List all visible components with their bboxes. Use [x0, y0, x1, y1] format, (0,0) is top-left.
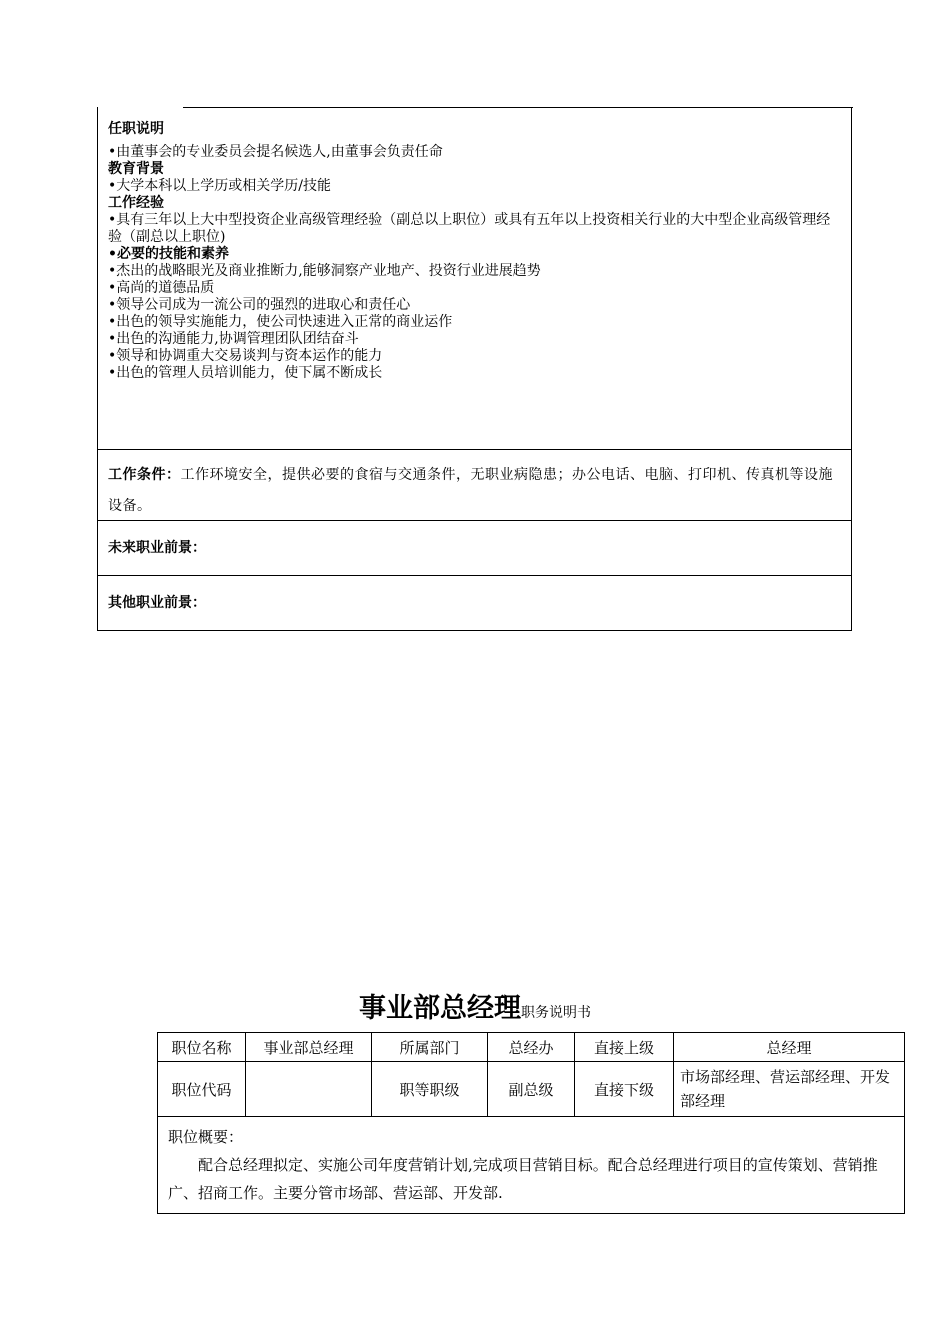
doc-title-main: 事业部总经理 [359, 993, 521, 1024]
skill-item: •出色的沟通能力,协调管理团队团结奋斗 [108, 331, 359, 347]
skill-item: •高尚的道德品质 [108, 280, 215, 296]
cell-summary [158, 1117, 905, 1214]
cell-grade: 副总级 [488, 1062, 575, 1117]
cell-subordinates: 市场部经理、营运部经理、开发部经理 [674, 1062, 905, 1117]
skills-title: •必要的技能和素养 [108, 246, 229, 262]
job-info-table [157, 1032, 905, 1214]
cell-position-name: 事业部总经理 [246, 1033, 372, 1062]
appointment-text: •由董事会的专业委员会提名候选人,由董事会负责任命 [108, 144, 443, 160]
requirements-title: 任职说明 [108, 121, 164, 137]
skill-item: •杰出的战略眼光及商业推断力,能够洞察产业地产、投资行业进展趋势 [108, 263, 541, 279]
table-row [158, 1033, 905, 1062]
work-conditions-label: 工作条件： [108, 467, 181, 483]
doc-title [0, 986, 950, 1025]
experience-text: •具有三年以上大中型投资企业高级管理经验（副总以上职位）或具有五年以上投资相关行业的大中型企业高级管理经验（副总以上职位) [108, 212, 831, 245]
job-requirements-table [97, 107, 852, 631]
cell-subordinate-label: 直接下级 [575, 1062, 674, 1117]
education-title: 教育背景 [108, 161, 164, 177]
skill-item: •领导和协调重大交易谈判与资本运作的能力 [108, 348, 383, 364]
skill-item: •出色的管理人员培训能力，使下属不断成长 [108, 365, 383, 381]
cell-superior-label: 直接上级 [575, 1033, 674, 1062]
cell-position-code-label: 职位代码 [158, 1062, 246, 1117]
summary-text: 配合总经理拟定、实施公司年度营销计划,完成项目营销目标。配合总经理进行项目的宣传策划、营销推广、招商工作。主要分管市场部、营运部、开发部. [168, 1156, 878, 1202]
work-conditions-section [98, 450, 851, 521]
other-career-label: 其他职业前景： [108, 595, 206, 611]
cell-grade-label: 职等职级 [372, 1062, 488, 1117]
requirements-section [98, 107, 851, 450]
cell-superior: 总经理 [674, 1033, 905, 1062]
summary-label: 职位概要： [168, 1128, 244, 1146]
experience-title: 工作经验 [108, 195, 164, 211]
table-row [158, 1117, 905, 1214]
work-conditions-text: 工作环境安全，提供必要的食宿与交通条件，无职业病隐患；办公电话、电脑、打印机、传真机等设施设备。 [108, 467, 833, 514]
doc-title-sub: 职务说明书 [521, 1005, 591, 1021]
table-row [158, 1062, 905, 1117]
skill-item: •领导公司成为一流公司的强烈的进取心和责任心 [108, 297, 411, 313]
cell-department-label: 所属部门 [372, 1033, 488, 1062]
education-text: •大学本科以上学历或相关学历/技能 [108, 178, 331, 194]
cell-position-name-label: 职位名称 [158, 1033, 246, 1062]
cell-position-code [246, 1062, 372, 1117]
cell-department: 总经办 [488, 1033, 575, 1062]
future-career-label: 未来职业前景： [98, 521, 851, 576]
skill-item: •出色的领导实施能力，使公司快速进入正常的商业运作 [108, 314, 453, 330]
